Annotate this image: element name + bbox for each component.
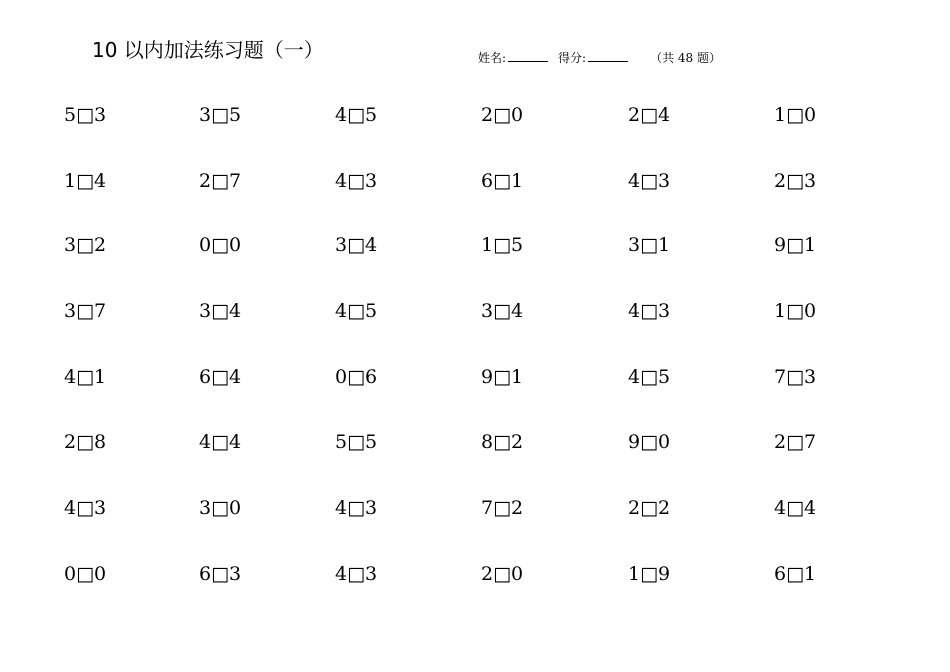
problem-item: 9□1: [774, 234, 817, 256]
problem-item: 4□5: [335, 300, 378, 322]
name-label: 姓名:: [478, 51, 507, 65]
problem-item: 2□3: [774, 170, 817, 192]
problem-item: 1□9: [628, 563, 671, 585]
problem-item: 0□0: [199, 234, 242, 256]
problem-item: 4□1: [64, 366, 107, 388]
problem-item: 5□5: [335, 431, 378, 453]
question-count: （共 48 题）: [650, 51, 721, 65]
problem-item: 4□5: [628, 366, 671, 388]
problem-item: 4□5: [335, 104, 378, 126]
problem-item: 7□3: [774, 366, 817, 388]
problem-item: 9□0: [628, 431, 671, 453]
problem-item: 4□3: [628, 170, 671, 192]
problem-item: 6□3: [199, 563, 242, 585]
page-title: 10 以内加法练习题（一）: [92, 38, 324, 62]
problem-item: 1□4: [64, 170, 107, 192]
problem-item: 2□7: [774, 431, 817, 453]
score-label: 得分:: [558, 51, 587, 65]
problem-item: 1□0: [774, 300, 817, 322]
problem-item: 2□0: [481, 563, 524, 585]
problem-item: 3□2: [64, 234, 107, 256]
problem-item: 2□8: [64, 431, 107, 453]
problem-item: 2□0: [481, 104, 524, 126]
problem-item: 0□6: [335, 366, 378, 388]
problem-item: 1□0: [774, 104, 817, 126]
problem-item: 4□4: [774, 497, 817, 519]
problem-item: 6□4: [199, 366, 242, 388]
problem-item: 3□5: [199, 104, 242, 126]
problem-item: 3□4: [335, 234, 378, 256]
problem-item: 3□4: [481, 300, 524, 322]
problem-item: 4□3: [64, 497, 107, 519]
problem-item: 3□7: [64, 300, 107, 322]
problem-item: 4□4: [199, 431, 242, 453]
problem-item: 8□2: [481, 431, 524, 453]
name-blank[interactable]: [508, 49, 548, 62]
problem-item: 4□3: [335, 497, 378, 519]
problem-item: 0□0: [64, 563, 107, 585]
problem-item: 3□1: [628, 234, 671, 256]
problem-item: 1□5: [481, 234, 524, 256]
problem-item: 9□1: [481, 366, 524, 388]
problem-item: 3□0: [199, 497, 242, 519]
student-info: [478, 49, 721, 67]
problem-item: 5□3: [64, 104, 107, 126]
problem-item: 6□1: [481, 170, 524, 192]
problem-item: 3□4: [199, 300, 242, 322]
score-blank[interactable]: [588, 49, 628, 62]
problem-item: 2□7: [199, 170, 242, 192]
problem-item: 4□3: [335, 170, 378, 192]
problem-item: 4□3: [628, 300, 671, 322]
problem-item: 4□3: [335, 563, 378, 585]
problem-item: 6□1: [774, 563, 817, 585]
problem-item: 2□2: [628, 497, 671, 519]
problem-item: 2□4: [628, 104, 671, 126]
problem-item: 7□2: [481, 497, 524, 519]
